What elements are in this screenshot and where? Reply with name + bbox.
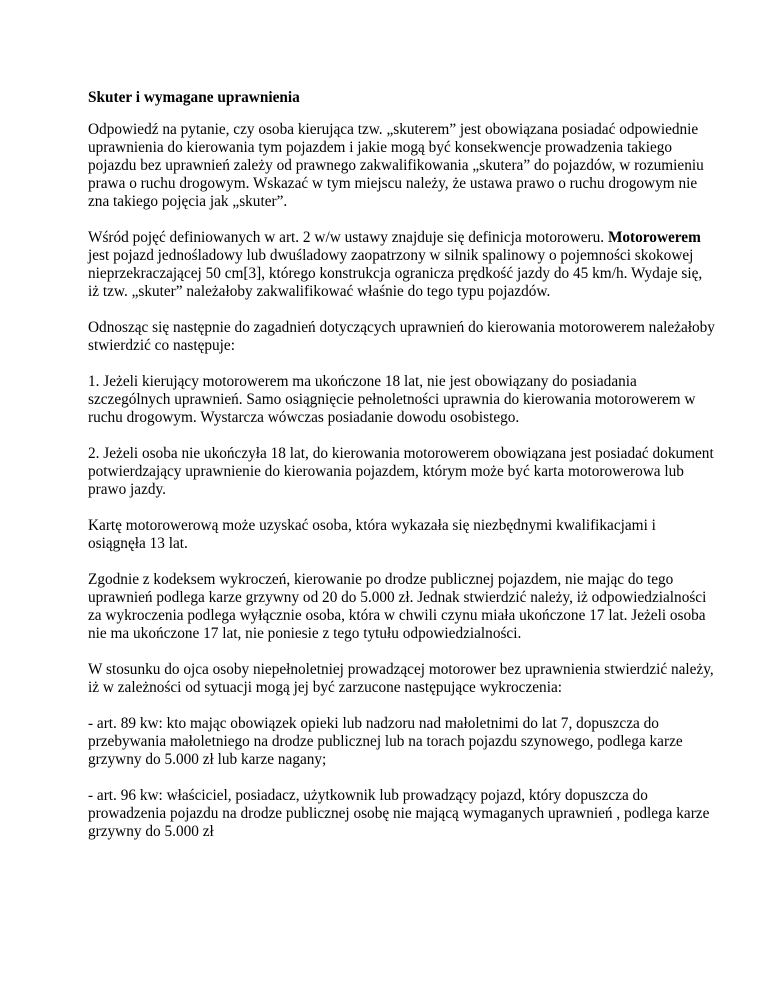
paragraph-point-1: 1. Jeżeli kierujący motorowerem ma ukończone 18 lat, nie jest obowiązany do posiadania szczególnych uprawnień. Samo osiągnięcie pełnoletności uprawnia do kierowania motorowerem w ruchu drogowym. Wystarcza wówczas posiadanie dowodu osobistego. (88, 373, 696, 426)
paragraph-art-96: - art. 96 kw: właściciel, posiadacz, użytkownik lub prowadzący pojazd, który dopuszcza do prowadzenia pojazdu na drodze publicznej osobę nie mającą wymaganych uprawnień , podlega karze grzywny do 5.000 zł (88, 787, 710, 840)
definition-body: jest pojazd jednośladowy lub dwuśladowy zaopatrzony w silnik spalinowy o pojemności skokowej nieprzekraczającej 50 cm[3], którego konstrukcja ogranicza prędkość jazdy do 45 km/h. Wydaje się, iż tzw. „skuter” należałoby zakwalifikować właśnie do tego typu pojazdów. (88, 247, 703, 300)
definition-term: Motorowerem (607, 229, 701, 246)
paragraph-code: Zgodnie z kodeksem wykroczeń, kierowanie po drodze publicznej pojazdem, nie mając do tego uprawnień podlega karze grzywny od 20 do 5.000 zł. Jednak stwierdzić należy, iż odpowiedzialności za wykroczenia podlega wyłącznie osoba, która w chwili czynu miała ukończone 17 lat. Jeżeli osoba nie ma ukończone 17 lat, nie poniesie z tego tytułu odpowiedzialności. (88, 571, 707, 642)
paragraph-point-2: 2. Jeżeli osoba nie ukończyła 18 lat, do kierowania motorowerem obowiązana jest posiadać dokument potwierdzający uprawnienie do kierowania pojazdem, którym może być karta motorowerowa lub prawo jazdy. (88, 445, 714, 498)
paragraph-art-89: - art. 89 kw: kto mając obowiązek opieki lub nadzoru nad małoletnimi do lat 7, dopuszcza do przebywania małoletniego na drodze publicznej lub na torach pojazdu szynowego, podlega karze grzywny do 5.000 zł lub karze nagany; (88, 715, 683, 768)
document-page (88, 89, 716, 859)
paragraph-intro: Odpowiedź na pytanie, czy osoba kierująca tzw. „skuterem” jest obowiązana posiadać odpowiednie uprawnienia do kierowania tym pojazdem i jakie mogą być konsekwencje prowadzenia takiego pojazdu bez uprawnień zależy od prawnego zakwalifikowania „skutera” do pojazdów, w rozumieniu prawa o ruchu drogowym. Wskazać w tym miejscu należy, że ustawa prawo o ruchu drogowym nie zna takiego pojęcia jak „skuter”. (88, 121, 704, 210)
paragraph-father: W stosunku do ojca osoby niepełnoletniej prowadzącej motorower bez uprawnienia stwierdzić należy, iż w zależności od sytuacji mogą jej być zarzucone następujące wykroczenia: (88, 661, 714, 696)
paragraph-card: Kartę motorowerową może uzyskać osoba, która wykazała się niezbędnymi kwalifikacjami i osiągnęła 13 lat. (88, 517, 656, 552)
definition-intro: Wśród pojęć definiowanych w art. 2 w/w ustawy znajduje się definicja motoroweru. (88, 229, 605, 246)
document-title: Skuter i wymagane uprawnienia (88, 89, 300, 106)
paragraph-definition (88, 229, 716, 301)
paragraph-lead-in: Odnosząc się następnie do zagadnień dotyczących uprawnień do kierowania motorowerem należałoby stwierdzić co następuje: (88, 319, 715, 354)
